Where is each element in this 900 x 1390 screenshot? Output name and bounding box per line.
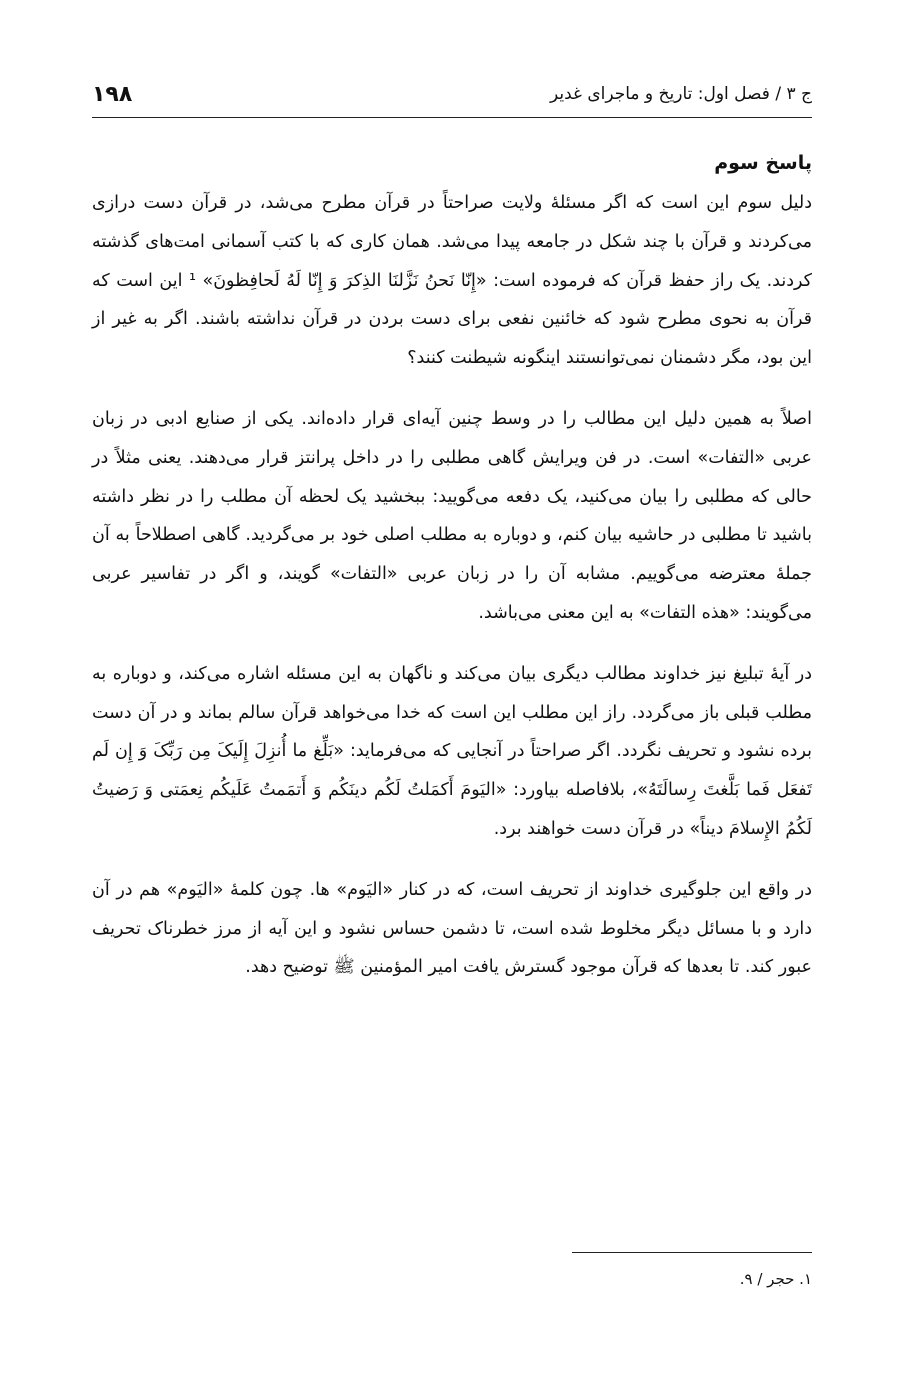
footnote: ۱. حجر / ۹. [739,1270,812,1288]
book-page [92,0,812,1390]
paragraph-4: در واقع این جلوگیری خداوند از تحریف است، که در کنار «الیَوم» ها. چون کلمهٔ «الیَوم» هم در آن دارد و با مسائل دیگر مخلوط شده است، تا دشمن حساس نشود و این آیه از مرز خطرناک تحریف عبور کند. تا بعدها که قرآن موجود گسترش یافت امیر المؤمنین ﷺ توضیح دهد. [92,879,812,978]
page-header [92,74,812,114]
paragraph-2: اصلاً به همین دلیل این مطالب را در وسط چنین آیه‌ای قرار داده‌اند. یکی از صنایع ادبی در زبان عربی «التفات» است. در فن ویرایش گاهی مطلبی را در داخل پرانتز قرار می‌دهند. یعنی مثلاً در حالی که مطلبی را بیان می‌کنید، یک دفعه می‌گویید: ببخشید یک لحظه آن مطلب را در نظر داشته باشید تا مطلبی در حاشیه بیان کنم، و دوباره به مطلب اصلی خود بر می‌گردید. گاهی اصطلاحاً به آن جملهٔ معترضه می‌گوییم. مشابه آن را در زبان عربی «التفات» گویند، و اگر در تفاسیر عربی می‌گویند: «هذه التفات» به این معنی می‌باشد. [92,408,812,623]
header-rule [92,117,812,118]
paragraph-1: دلیل سوم این است که اگر مسئلهٔ ولایت صراحتاً در قرآن مطرح می‌شد، در قرآن دست درازی می‌کردند و قرآن با چند شکل در جامعه پیدا می‌شد. همان کاری که با کتب آسمانی امت‌های گذشته کردند. یک راز حفظ قرآن که فرموده است: «إِنّا نَحنُ نَزَّلنَا الذِکرَ وَ إِنّا لَهُ لَحافِظونَ» ¹ این است که قرآن به نحوی مطرح شود که خائنین نفعی برای دست بردن در قرآن نداشته باشند. اگر به غیر از این بود، مگر دشمنان نمی‌توانستند اینگونه شیطنت کنند؟ [92,193,813,369]
paragraph-3: در آیهٔ تبلیغ نیز خداوند مطالب دیگری بیان می‌کند و ناگهان به این مسئله اشاره می‌کند، و دوباره به مطلب قبلی باز می‌گردد. راز این مطلب این است که خدا می‌خواهد قرآن سالم بماند و در آن دست برده نشود و تحریف نگردد. اگر صراحتاً در آنجایی که می‌فرماید: «بَلِّغ ما أُنزِلَ إِلَیکَ مِن رَبِّکَ وَ إِن لَم تَفعَل فَما بَلَّغتَ رِسالَتَهُ»، بلافاصله بیاورد: «الیَومَ أَکمَلتُ لَکُم دینَکُم وَ أَتمَمتُ عَلَیکُم نِعمَتی وَ رَضیتُ لَکُمُ الإِسلامَ دیناً» در قرآن دست خواهند برد. [92,663,812,839]
running-title: ج ۳ / فصل اول: تاریخ و ماجرای غدیر [549,84,812,104]
footnote-rule [572,1252,812,1253]
page-body [92,146,812,1009]
page-number: ۱۹۸ [92,81,133,107]
section-heading: پاسخ سوم [714,152,812,174]
